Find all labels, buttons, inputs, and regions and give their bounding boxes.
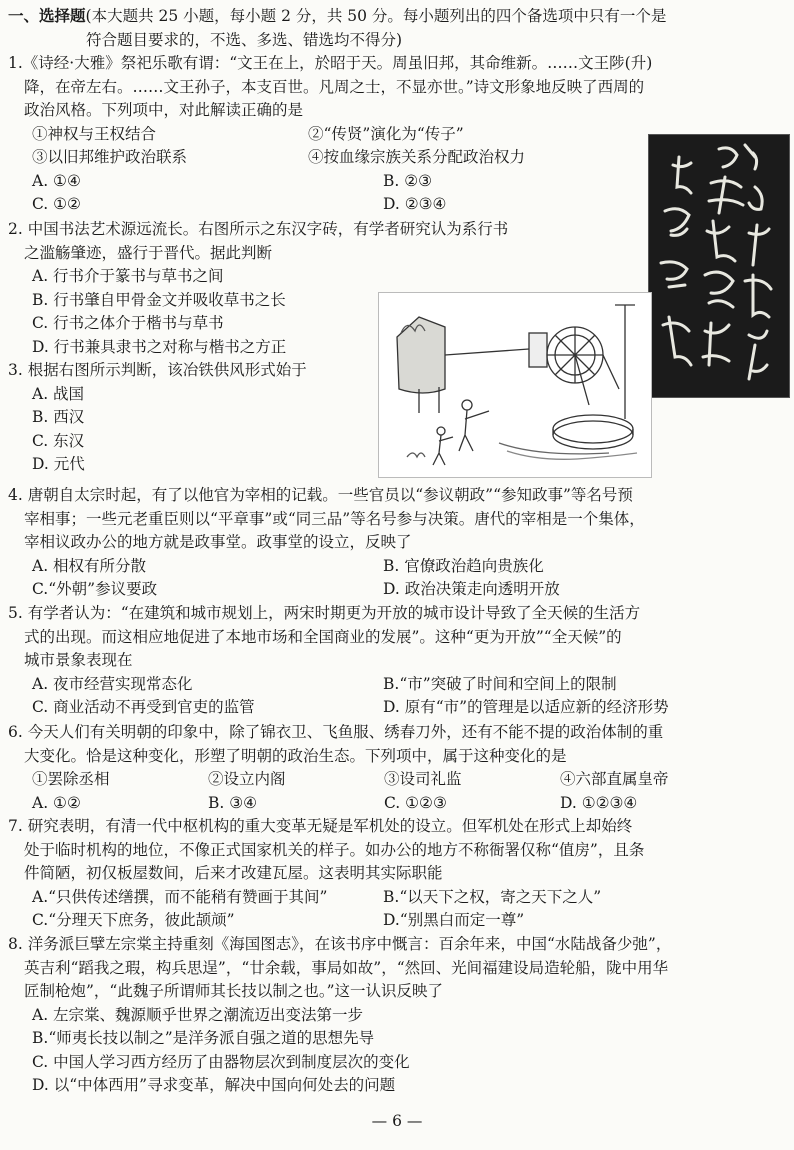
question-5-options-row-1	[8, 673, 640, 697]
question-3-option-a: A. 战国	[32, 384, 85, 403]
question-2-option-d: D. 行书兼具隶书之对称与楷书之方正	[32, 337, 287, 356]
question-6-statement-1: ①罢除丞相	[32, 770, 110, 788]
section-title: 一、选择题	[8, 6, 86, 25]
question-4-option-d: D. 政治决策走向透明开放	[383, 580, 560, 598]
question-6-option-c: C. ①②③	[384, 793, 447, 812]
question-1-statements-row-2	[8, 146, 652, 170]
question-5-option-d: D. 原有“市”的管理是以适应新的经济形势	[383, 698, 669, 716]
question-8-line-1: 8. 洋务派巨擘左宗棠主持重刻《海国图志》，在该书序中慨言：百余年来，中国“水陆战备少弛”，	[8, 935, 672, 953]
question-1-statement-1: ①神权与王权结合	[32, 124, 157, 143]
section-rule-1: (本大题共 25 小题，每小题 2 分，共 50 分。每小题列出的四个备选项中只有一个是	[85, 7, 667, 25]
page-number: — 6 —	[371, 1112, 423, 1130]
question-1-option-a: A. ①④	[32, 171, 81, 190]
question-4-option-a: A. 相权有所分散	[32, 556, 147, 575]
question-3-option-d: D. 元代	[32, 455, 85, 473]
question-4-option-b: B. 官僚政治趋向贵族化	[383, 556, 544, 575]
iron-smelting-bellows-illustration	[378, 292, 652, 478]
question-2-option-a: A. 行书介于篆书与草书之间	[32, 267, 224, 285]
question-5-option-b: B.“市”突破了时间和空间上的限制	[383, 674, 617, 693]
question-6-option-b: B. ③④	[208, 793, 258, 812]
question-4-line-2: 宰相事；一些元老重臣则以“平章事”或“同三品”等名号参与决策。唐代的宰相是一个集体，	[24, 509, 645, 528]
question-5-line-3: 城市景象表现在	[24, 651, 133, 669]
question-6-option-a: A. ①②	[32, 793, 81, 812]
question-1-line-1: 1.《诗经·大雅》祭祀乐歌有谓：“文王在上，於昭于天。周虽旧邦，其命维新。……文王陟(升)	[8, 54, 653, 72]
question-1	[8, 52, 652, 217]
question-5-line-2: 式的出现。而这相应地促进了本地市场和全国商业的发展”。这种“更为开放”“全天候”的	[24, 627, 622, 646]
question-1-options-row-1	[8, 170, 652, 194]
question-3-option-b: B. 西汉	[32, 408, 85, 426]
question-1-statement-2: ②“传贤”演化为“传子”	[308, 124, 464, 143]
question-1-line-3: 政治风格。下列项中，对此解读正确的是	[24, 101, 304, 119]
question-4-options-row-2	[8, 578, 645, 602]
question-1-option-b: B. ②③	[383, 171, 433, 190]
question-4-line-1: 4. 唐朝自太宗时起，有了以他官为宰相的记载。一些官员以“参议朝政”“参知政事”等名号预	[8, 486, 633, 504]
question-1-statement-3: ③以旧邦维护政治联系	[32, 148, 188, 166]
question-1-option-d: D. ②③④	[383, 195, 447, 213]
question-1-line-2: 降，在帝左右。……文王孙子，本支百世。凡周之士，不显亦世。”诗文形象地反映了西周的	[24, 77, 645, 96]
question-7-option-a: A.“只供传述缮撰，而不能稍有赞画于其间”	[32, 887, 328, 906]
question-8-line-2: 英吉利“蹈我之瑕，构兵思逞”，“廿余载，事局如故”，“然回、光间福建设局造轮船，陇中用华	[24, 958, 669, 977]
question-5-option-a: A. 夜市经营实现常态化	[32, 674, 193, 693]
question-6-line-2: 大变化。恰是这种变化，形塑了明朝的政治生态。下列项中，属于这种变化的是	[24, 746, 567, 765]
question-4-option-c: C.“外朝”参议要政	[32, 580, 158, 598]
question-6-statements-row	[8, 768, 669, 792]
question-2-line-2: 之滥觞肇迹，盛行于晋代。据此判断	[24, 243, 273, 262]
question-4-options-row-1	[8, 555, 645, 579]
brick-rubbing-strokes	[649, 135, 789, 397]
question-7-option-c: C.“分理天下庶务，彼此颉颃”	[32, 911, 235, 929]
question-7-line-2: 处于临时机构的地位，不像正式国家机关的样子。如办公的地方不称衙署仅称“值房”，且条	[24, 840, 645, 859]
question-2-option-c: C. 行书之体介于楷书与草书	[32, 314, 224, 332]
question-7-options-row-1	[8, 886, 644, 910]
question-1-options-row-2	[8, 193, 652, 217]
question-5	[8, 602, 669, 720]
question-5-line-1: 5. 有学者认为：“在建筑和城市规划上，两宋时期更为开放的城市设计导致了全天候的生活方	[8, 604, 641, 622]
question-8-option-b: B.“师夷长技以制之”是洋务派自强之道的思想先导	[32, 1029, 375, 1047]
question-6	[8, 721, 669, 815]
question-3-line-1: 3. 根据右图所示判断，该冶铁供风形式始于	[8, 361, 307, 379]
question-1-statement-4: ④按血缘宗族关系分配政治权力	[308, 148, 526, 166]
question-7-options-row-2	[8, 909, 644, 933]
question-8-option-c: C. 中国人学习西方经历了由器物层次到制度层次的变化	[32, 1052, 410, 1071]
question-2-line-1: 2. 中国书法艺术源远流长。右图所示之东汉字砖，有学者研究认为系行书	[8, 220, 509, 238]
section-rule-2: 符合题目要求的，不选、多选、错选均不得分)	[86, 30, 403, 49]
question-7-line-1: 7. 研究表明，有清一代中枢机构的重大变革无疑是军机处的设立。但军机处在形式上却始终	[8, 817, 633, 835]
question-6-option-d: D. ①②③④	[560, 793, 638, 812]
question-3	[8, 359, 307, 477]
question-4-line-3: 宰相议政办公的地方就是政事堂。政事堂的设立，反映了	[24, 533, 412, 551]
question-8-option-d: D. 以“中体西用”寻求变革，解决中国向何处去的问题	[32, 1076, 396, 1094]
question-1-option-c: C. ①②	[32, 195, 81, 213]
question-7-option-d: D.“别黑白而定一尊”	[383, 911, 525, 929]
question-4	[8, 484, 645, 602]
question-5-options-row-2	[8, 696, 669, 720]
brick-rubbing-image	[648, 134, 790, 398]
question-3-option-c: C. 东汉	[32, 431, 85, 450]
question-6-options-row	[8, 792, 663, 816]
question-6-line-1: 6. 今天人们有关明朝的印象中，除了锦衣卫、飞鱼服、绣春刀外，还有不能不提的政治体制的重	[8, 723, 664, 741]
question-2-option-b: B. 行书肇自甲骨金文并吸收草书之长	[32, 290, 286, 309]
question-7-line-3: 件简陋，初仅板屋数间，后来才改建瓦屋。这表明其实际职能	[24, 864, 443, 882]
question-8-line-3: 匠制枪炮”，“此魏子所谓师其长技以制之也。”这一认识反映了	[24, 982, 444, 1000]
question-7-option-b: B.“以天下之权，寄之天下之人”	[383, 887, 602, 906]
question-7	[8, 815, 644, 933]
section-header	[8, 4, 666, 52]
question-6-statement-2: ②设立内阁	[208, 770, 286, 788]
question-1-statements-row-1	[8, 123, 652, 147]
question-8	[8, 933, 671, 1098]
question-6-statement-4: ④六部直属皇帝	[560, 770, 669, 788]
question-5-option-c: C. 商业活动不再受到官吏的监管	[32, 698, 255, 716]
bellows-drawing	[379, 293, 651, 477]
question-6-statement-3: ③设司礼监	[384, 770, 462, 788]
question-8-option-a: A. 左宗棠、魏源顺乎世界之潮流迈出变法第一步	[32, 1005, 364, 1024]
